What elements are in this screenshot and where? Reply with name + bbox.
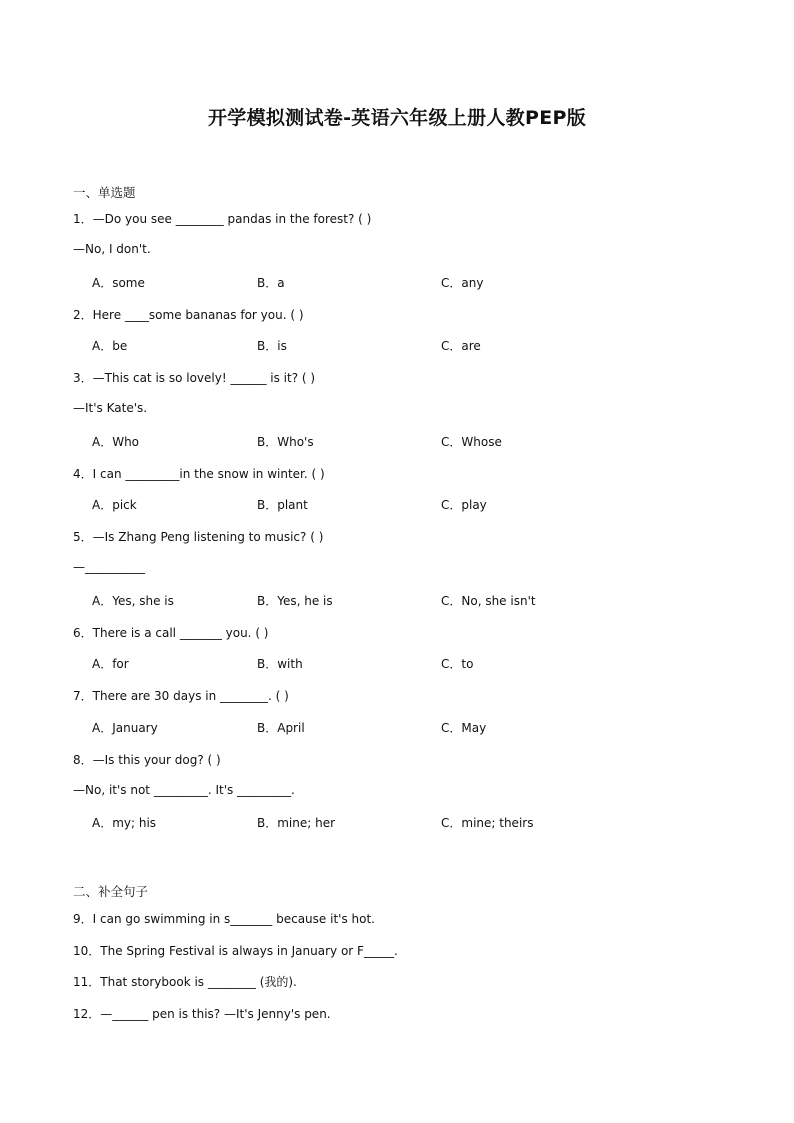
question-8-answer-line: —No, it's not _________. It's _________.	[73, 783, 295, 797]
fill-in-question-9: 9．I can go swimming in s_______ because it's hot.	[73, 912, 375, 926]
question-7-option-b: B．April	[257, 721, 305, 735]
question-8-option-a: A．my; his	[92, 816, 157, 830]
question-6-option-c: C．to	[441, 657, 474, 671]
question-3-option-a: A．Who	[92, 435, 140, 449]
question-8-option-c: C．mine; theirs	[441, 816, 534, 830]
question-5-answer-line: —__________	[73, 560, 145, 574]
question-3-option-c: C．Whose	[441, 435, 502, 449]
section-heading-complete-sentences: 二、补全句子	[73, 884, 149, 899]
question-7-option-c: C．May	[441, 721, 487, 735]
question-5-option-a: A．Yes, she is	[92, 594, 174, 608]
question-1-answer-line: —No, I don't.	[73, 242, 151, 256]
question-8-stem: 8．—Is this your dog? ( )	[73, 753, 221, 767]
question-5-option-b: B．Yes, he is	[257, 594, 333, 608]
question-4-stem: 4．I can _________in the snow in winter. ( )	[73, 467, 325, 481]
question-6-option-a: A．for	[92, 657, 129, 671]
question-1-option-a: A．some	[92, 276, 145, 290]
question-1-stem: 1．—Do you see ________ pandas in the forest? ( )	[73, 212, 372, 226]
question-6-stem: 6．There is a call _______ you. ( )	[73, 626, 269, 640]
question-2-option-c: C．are	[441, 339, 481, 353]
question-2-stem: 2．Here ____some bananas for you. ( )	[73, 308, 304, 322]
question-5-option-c: C．No, she isn't	[441, 594, 536, 608]
question-3-answer-line: —It's Kate's.	[73, 401, 148, 415]
question-8-option-b: B．mine; her	[257, 816, 336, 830]
question-3-stem: 3．—This cat is so lovely! ______ is it? ( )	[73, 371, 316, 385]
question-4-option-b: B．plant	[257, 498, 308, 512]
fill-in-question-11: 11．That storybook is ________ (我的).	[73, 975, 297, 989]
question-2-option-b: B．is	[257, 339, 287, 353]
question-3-option-b: B．Who's	[257, 435, 314, 449]
fill-in-question-12: 12．—______ pen is this? —It's Jenny's pen.	[73, 1007, 331, 1021]
question-4-option-c: C．play	[441, 498, 487, 512]
question-4-option-a: A．pick	[92, 498, 137, 512]
question-7-option-a: A．January	[92, 721, 158, 735]
question-5-stem: 5．—Is Zhang Peng listening to music? ( )	[73, 530, 324, 544]
question-2-option-a: A．be	[92, 339, 128, 353]
question-7-stem: 7．There are 30 days in ________. ( )	[73, 689, 289, 703]
question-6-option-b: B．with	[257, 657, 303, 671]
question-1-option-b: B．a	[257, 276, 285, 290]
question-1-option-c: C．any	[441, 276, 484, 290]
section-heading-single-choice: 一、单选题	[73, 185, 136, 200]
fill-in-question-10: 10．The Spring Festival is always in January or F_____.	[73, 944, 398, 958]
page-title: 开学模拟测试卷-英语六年级上册人教PEP版	[207, 107, 587, 129]
